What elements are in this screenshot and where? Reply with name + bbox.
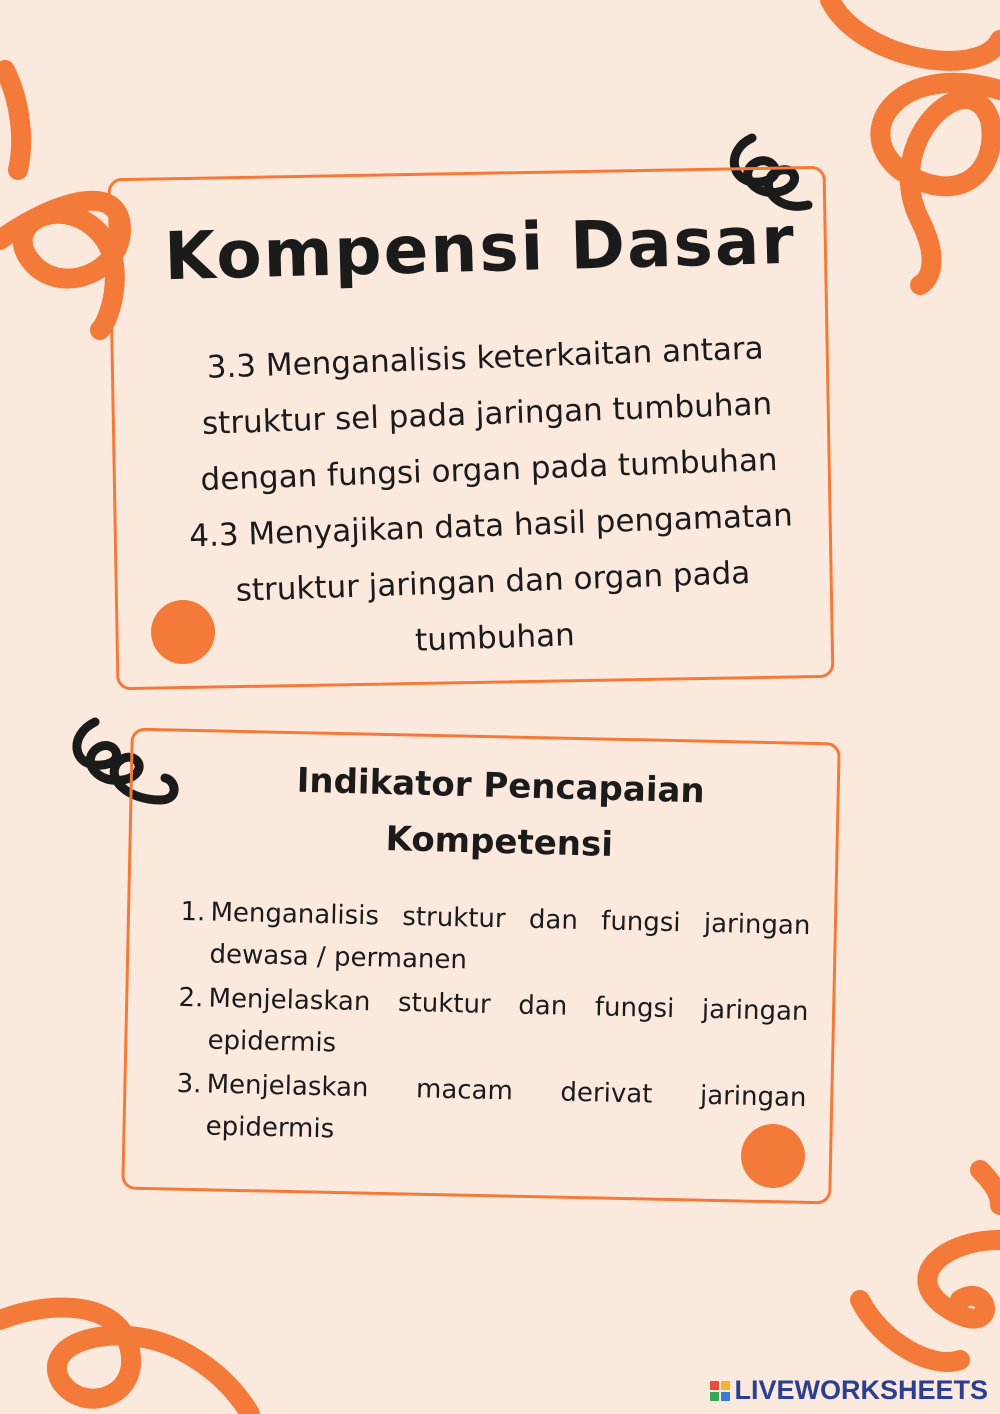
swirl-decoration-bottom-left [0,1308,250,1414]
swirl-decoration-bottom-right [860,1170,1000,1362]
indikator-item-text: Menganalisis struktur dan fungsi jaringan dewasa / permanen [209,897,811,976]
indikator-item-text: Menjelaskan stuktur dan fungsi jaringan epidermis [207,983,809,1059]
swirl-decoration-top-right [830,0,1000,285]
indikator-item [175,1063,807,1161]
liveworksheets-logo-icon [710,1381,730,1401]
liveworksheets-logo-text: LIVEWORKSHEETS [734,1375,988,1405]
indikator-item-number: 2. [178,982,204,1014]
kompetensi-dasar-item: 4.3 Menyajikan data hasil pengamatan struktur jaringan dan organ pada tumbuhan [188,497,794,659]
liveworksheets-logo[interactable] [710,1375,988,1406]
kompetensi-dasar-title: Kompensi Dasar [163,201,797,296]
kompetensi-dasar-item: 3.3 Menganalisis keterkaitan antara struktur sel pada jaringan tumbuhan dengan fungsi organ pada tumbuhan [199,330,779,499]
indikator-list [175,891,811,1163]
indikator-item [179,891,811,989]
indikator-title [199,750,802,878]
kompetensi-dasar-list [144,318,835,678]
indikator-title-line: Kompetensi [385,819,614,865]
indikator-item [177,977,809,1075]
indikator-item-text: Menjelaskan macam derivat jaringan epidermis [205,1069,807,1145]
indikator-item-number: 3. [176,1068,202,1100]
swirl-decoration-top-left [0,70,121,330]
indikator-item-number: 1. [180,896,206,928]
indikator-title-line: Indikator Pencapaian [296,760,706,812]
